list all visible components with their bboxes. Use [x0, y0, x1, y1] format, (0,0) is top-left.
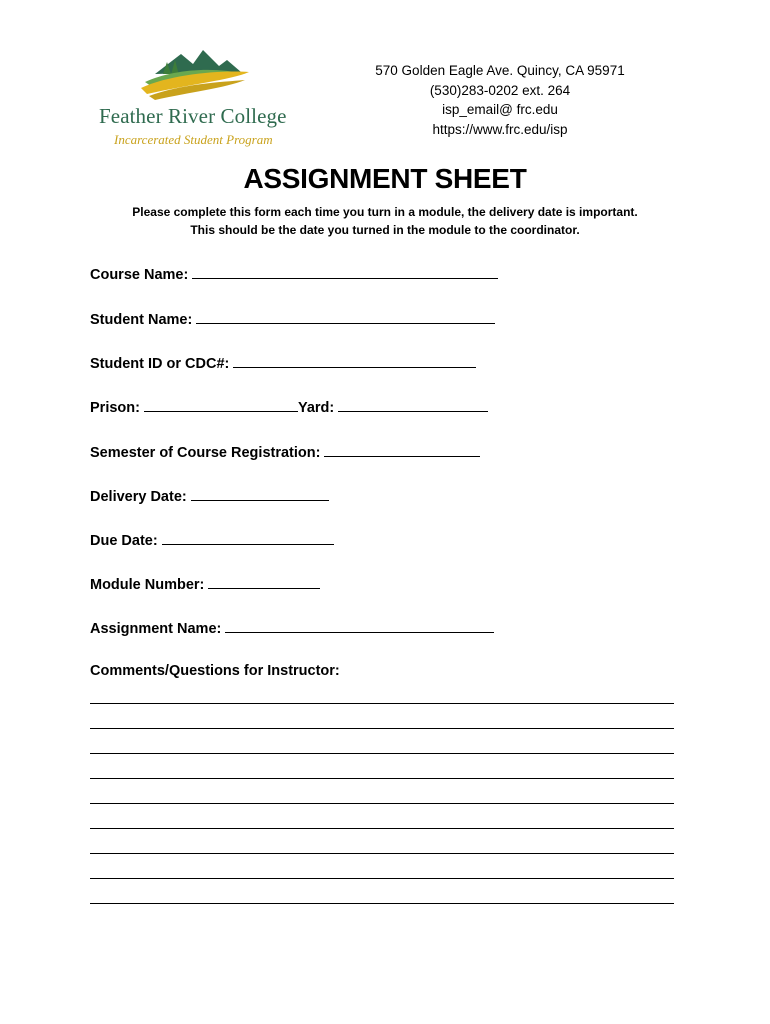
logo-program-name: Incarcerated Student Program: [114, 132, 273, 147]
page-title: ASSIGNMENT SHEET: [243, 163, 527, 194]
student-name-blank[interactable]: [196, 309, 495, 324]
student-name-row: [90, 309, 495, 328]
email-line: isp_email@ frc.edu: [442, 102, 558, 117]
comment-line[interactable]: [90, 803, 674, 804]
prison-yard-row: [90, 397, 488, 416]
student-id-blank[interactable]: [233, 353, 476, 368]
comment-line[interactable]: [90, 878, 674, 879]
module-number-blank[interactable]: [208, 574, 320, 589]
course-name-label: Course Name:: [90, 267, 189, 283]
logo-college-name: Feather River College: [99, 104, 287, 128]
delivery-date-blank[interactable]: [191, 486, 329, 501]
website-line: https://www.frc.edu/isp: [432, 121, 568, 137]
comment-line[interactable]: [90, 853, 674, 854]
assignment-name-blank[interactable]: [225, 618, 494, 633]
due-date-blank[interactable]: [162, 530, 334, 545]
address-line: 570 Golden Eagle Ave. Quincy, CA 95971: [375, 63, 625, 78]
due-date-label: Due Date:: [90, 533, 158, 549]
due-date-row: [90, 530, 334, 549]
comment-line[interactable]: [90, 828, 674, 829]
semester-label: Semester of Course Registration:: [90, 445, 321, 461]
delivery-date-row: [90, 486, 329, 505]
student-name-label: Student Name:: [90, 312, 193, 328]
assignment-name-row: [90, 618, 494, 637]
yard-label: Yard:: [297, 400, 335, 416]
prison-label: Prison:: [90, 400, 140, 416]
college-logo: [95, 44, 300, 150]
comment-line[interactable]: [90, 703, 674, 704]
instructions: [0, 203, 770, 239]
comments-row: [90, 663, 340, 679]
student-id-label: Student ID or CDC#:: [90, 356, 230, 372]
module-number-label: Module Number:: [90, 577, 205, 593]
yard-blank[interactable]: [338, 397, 488, 412]
phone-line: (530)283-0202 ext. 264: [429, 82, 571, 98]
mountain-river-logo-icon: [141, 44, 251, 100]
instruction-line-1: Please complete this form each time you turn in a module, the delivery date is important.: [132, 205, 638, 219]
comment-line[interactable]: [90, 728, 674, 729]
assignment-name-label: Assignment Name:: [90, 621, 222, 637]
contact-info: [340, 61, 660, 139]
course-name-row: [90, 264, 498, 283]
prison-blank[interactable]: [144, 397, 298, 412]
delivery-date-label: Delivery Date:: [90, 489, 187, 505]
module-number-row: [90, 574, 320, 593]
semester-row: [90, 442, 480, 461]
comment-line[interactable]: [90, 903, 674, 904]
comment-line[interactable]: [90, 778, 674, 779]
instruction-line-2: This should be the date you turned in the module to the coordinator.: [190, 223, 580, 237]
student-id-row: [90, 353, 476, 372]
comment-line[interactable]: [90, 753, 674, 754]
semester-blank[interactable]: [324, 442, 480, 457]
course-name-blank[interactable]: [192, 264, 498, 279]
comments-label: Comments/Questions for Instructor:: [90, 663, 340, 679]
